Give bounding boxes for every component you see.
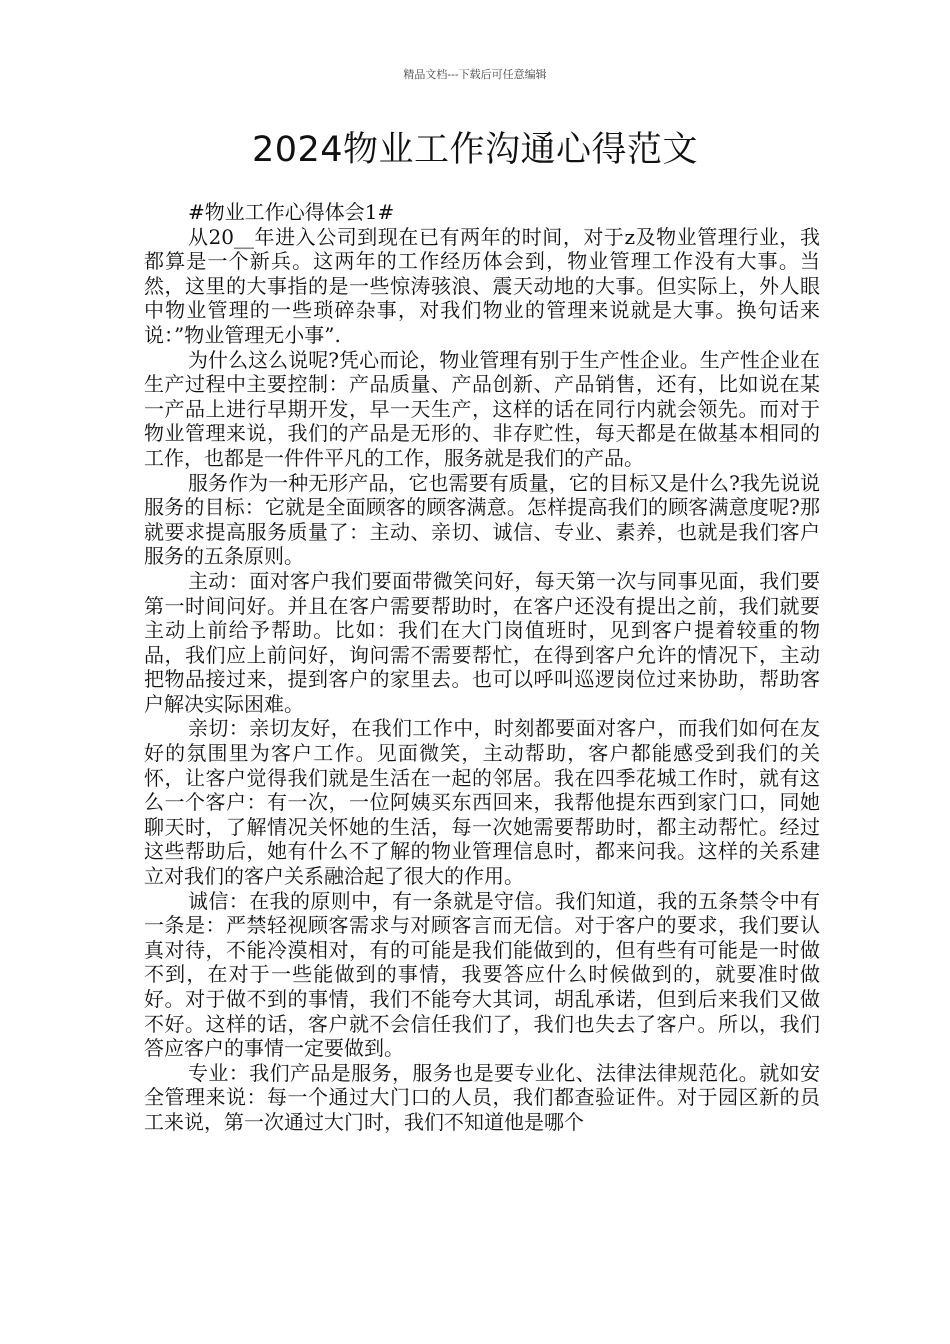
paragraph-why: 为什么这么说呢?凭心而论，物业管理有别于生产性企业。生产性企业在生产过程中主要控制：产品质量、产品创新、产品销售，还有，比如说在某一产品上进行早期开发，早一天生产，这样的话在同行内就会领先。而对于物业管理来说，我们的产品是无形的、非存贮性，每天都是在做基本相同的工作，也都是一件件平凡的工作，服务就是我们的产品。 bbox=[144, 347, 820, 470]
paragraph-intro: 从20__年进入公司到现在已有两年的时间，对于z及物业管理行业，我都算是一个新兵。这两年的工作经历体会到，物业管理工作没有大事。当然，这里的大事指的是一些惊涛骇浪、震天动地的大事。但实际上，外人眼中物业管理的一些琐碎杂事，对我们物业的管理来说就是大事。换句话来说：”物业管理无小事”. bbox=[144, 224, 820, 347]
header-note: 精品文档---下载后可任意编辑 bbox=[403, 68, 547, 81]
section-heading: #物业工作心得体会1# bbox=[188, 200, 395, 224]
paragraph-friendly: 亲切：亲切友好，在我们工作中，时刻都要面对客户，而我们如何在友好的氛围里为客户工作。见面微笑，主动帮助，客户都能感受到我们的关怀，让客户觉得我们就是生活在一起的邻居。我在四季花城工作时，就有这么一个客户：有一次，一位阿姨买东西回来，我帮他提东西到家门口，同她聊天时，了解情况关怀她的生活，每一次她需要帮助时，都主动帮忙。经过这些帮助后，她有什么不了解的物业管理信息时，都来问我。这样的关系建立对我们的客户关系融洽起了很大的作用。 bbox=[144, 716, 820, 889]
paragraph-service-goal: 服务作为一种无形产品，它也需要有质量，它的目标又是什么?我先说说服务的目标：它就是全面顾客的顾客满意。怎样提高我们的顾客满意度呢?那就要求提高服务质量了：主动、亲切、诚信、专业、素养，也就是我们客户服务的五条原则。 bbox=[144, 470, 820, 569]
paragraph-proactive: 主动：面对客户我们要面带微笑问好，每天第一次与同事见面，我们要第一时间问好。并且在客户需要帮助时，在客户还没有提出之前，我们就要主动上前给予帮助。比如：我们在大门岗值班时，见到客户提着较重的物品，我们应上前问好，询问需不需要帮忙，在得到客户允许的情况下，主动把物品接过来，提到客户的家里去。也可以呼叫巡逻岗位过来协助，帮助客户解决实际困难。 bbox=[144, 568, 820, 716]
document-title: 2024物业工作沟通心得范文 bbox=[251, 130, 699, 170]
document-body bbox=[144, 200, 820, 1135]
paragraph-integrity: 诚信：在我的原则中，有一条就是守信。我们知道，我的五条禁令中有一条是：严禁轻视顾客需求与对顾客言而无信。对于客户的要求，我们要认真对待，不能冷漠相对，有的可能是我们能做到的，但有些有可能是一时做不到，在对于一些能做到的事情，我要答应什么时候做到的，就要准时做好。对于做不到的事情，我们不能夸大其词，胡乱承诺，但到后来我们又做不好。这样的话，客户就不会信任我们了，我们也失去了客户。所以，我们答应客户的事情一定要做到。 bbox=[144, 888, 820, 1061]
paragraph-professional: 专业：我们产品是服务，服务也是要专业化、法律法律规范化。就如安全管理来说：每一个通过大门口的人员，我们都查验证件。对于园区新的员工来说，第一次通过大门时，我们不知道他是哪个 bbox=[144, 1060, 820, 1134]
